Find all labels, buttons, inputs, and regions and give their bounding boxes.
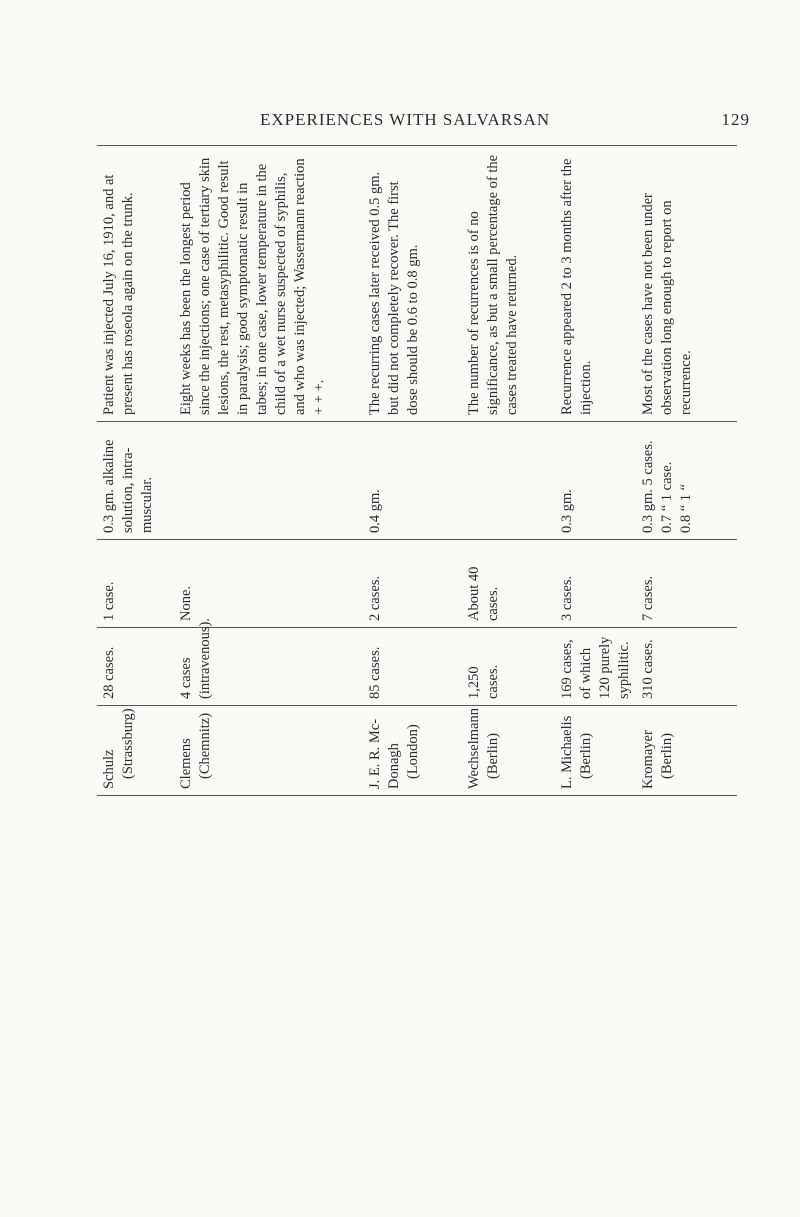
author-location: (Chemnitz)	[196, 712, 213, 779]
dose-line: 0.8 “ 1 “	[678, 483, 695, 533]
cases-cell: 28 cases.	[97, 628, 174, 706]
remarks-cell: Most of the cases have not been under observation long enough to report on recurrence.	[636, 146, 737, 422]
author-cell	[636, 706, 737, 796]
dose-line: 0.3 gm. 5 cases.	[640, 440, 657, 533]
running-title: EXPERIENCES WITH SALVARSAN	[260, 110, 551, 129]
relapses-cell: 1 case.	[97, 540, 174, 628]
author-name: Clemens	[177, 738, 194, 789]
table-row	[462, 146, 555, 796]
author-cell	[174, 706, 363, 796]
author-name: Wechselmann	[465, 708, 482, 789]
author-location: (Berlin)	[577, 733, 594, 779]
cases-cell: 4 cases (intravenous).	[174, 628, 363, 706]
dose-line: 0.7 “ 1 case.	[659, 461, 676, 533]
author-cell	[555, 706, 637, 796]
relapses-cell: None.	[174, 540, 363, 628]
dose-cell	[462, 422, 555, 540]
remarks-cell: The number of recurrences is of no significance, as but a small percentage of the cases treated have returned.	[462, 146, 555, 422]
page-number: 129	[721, 110, 750, 129]
rotated-table-container	[97, 146, 737, 796]
cases-cell: 310 cases.	[636, 628, 737, 706]
author-cell	[97, 706, 174, 796]
author-location: (London)	[405, 724, 422, 779]
cases-cell: 169 cases, of which 120 purely syphilitic.	[555, 628, 637, 706]
author-cell	[462, 706, 555, 796]
table-row	[555, 146, 637, 796]
relapses-cell: 2 cases.	[363, 540, 462, 628]
dose-cell: 0.3 gm.	[555, 422, 637, 540]
author-cell	[363, 706, 462, 796]
table-row	[97, 146, 174, 796]
cases-cell: 1,250 cases.	[462, 628, 555, 706]
cases-cell: 85 cases.	[363, 628, 462, 706]
author-location: (Berlin)	[659, 733, 676, 779]
table-row	[636, 146, 737, 796]
author-name: L. Michaelis	[558, 715, 575, 789]
page-header	[60, 110, 750, 136]
dose-cell	[174, 422, 363, 540]
author-location: (Strassburg)	[120, 708, 136, 779]
author-location: (Berlin)	[484, 733, 501, 779]
relapses-cell: 7 cases.	[636, 540, 737, 628]
dose-cell: 0.4 gm.	[363, 422, 462, 540]
remarks-cell: Patient was injected July 16, 1910, and at present has roseola again on the trunk.	[97, 146, 174, 422]
table-row	[174, 146, 363, 796]
remarks-cell: Recurrence appeared 2 to 3 months after the injection.	[555, 146, 637, 422]
remarks-cell: The recurring cases later received 0.5 gm. but did not completely recover. The first dose should be 0.6 to 0.8 gm.	[363, 146, 462, 422]
remarks-cell: Eight weeks has been the longest period since the injections; one case of tertiary skin lesions, the rest, metasyphilitic. Good result in paralysis; good symptomatic result in tabes; in one case, lower temperature in the child of a wet nurse suspected of syphilis, and who was injected; Wassermann reaction + + +.	[174, 146, 363, 422]
salvarsan-results-table	[97, 145, 737, 796]
relapses-cell: 3 cases.	[555, 540, 637, 628]
dose-cell: 0.3 gm. alkaline solution, intra-muscular.	[97, 422, 174, 540]
author-name: J. E. R. Mc-Donagh	[367, 718, 403, 789]
author-name: Kromayer	[640, 730, 657, 789]
table-row	[363, 146, 462, 796]
dose-cell	[636, 422, 737, 540]
relapses-cell: About 40 cases.	[462, 540, 555, 628]
author-name: Schulz	[101, 749, 117, 789]
